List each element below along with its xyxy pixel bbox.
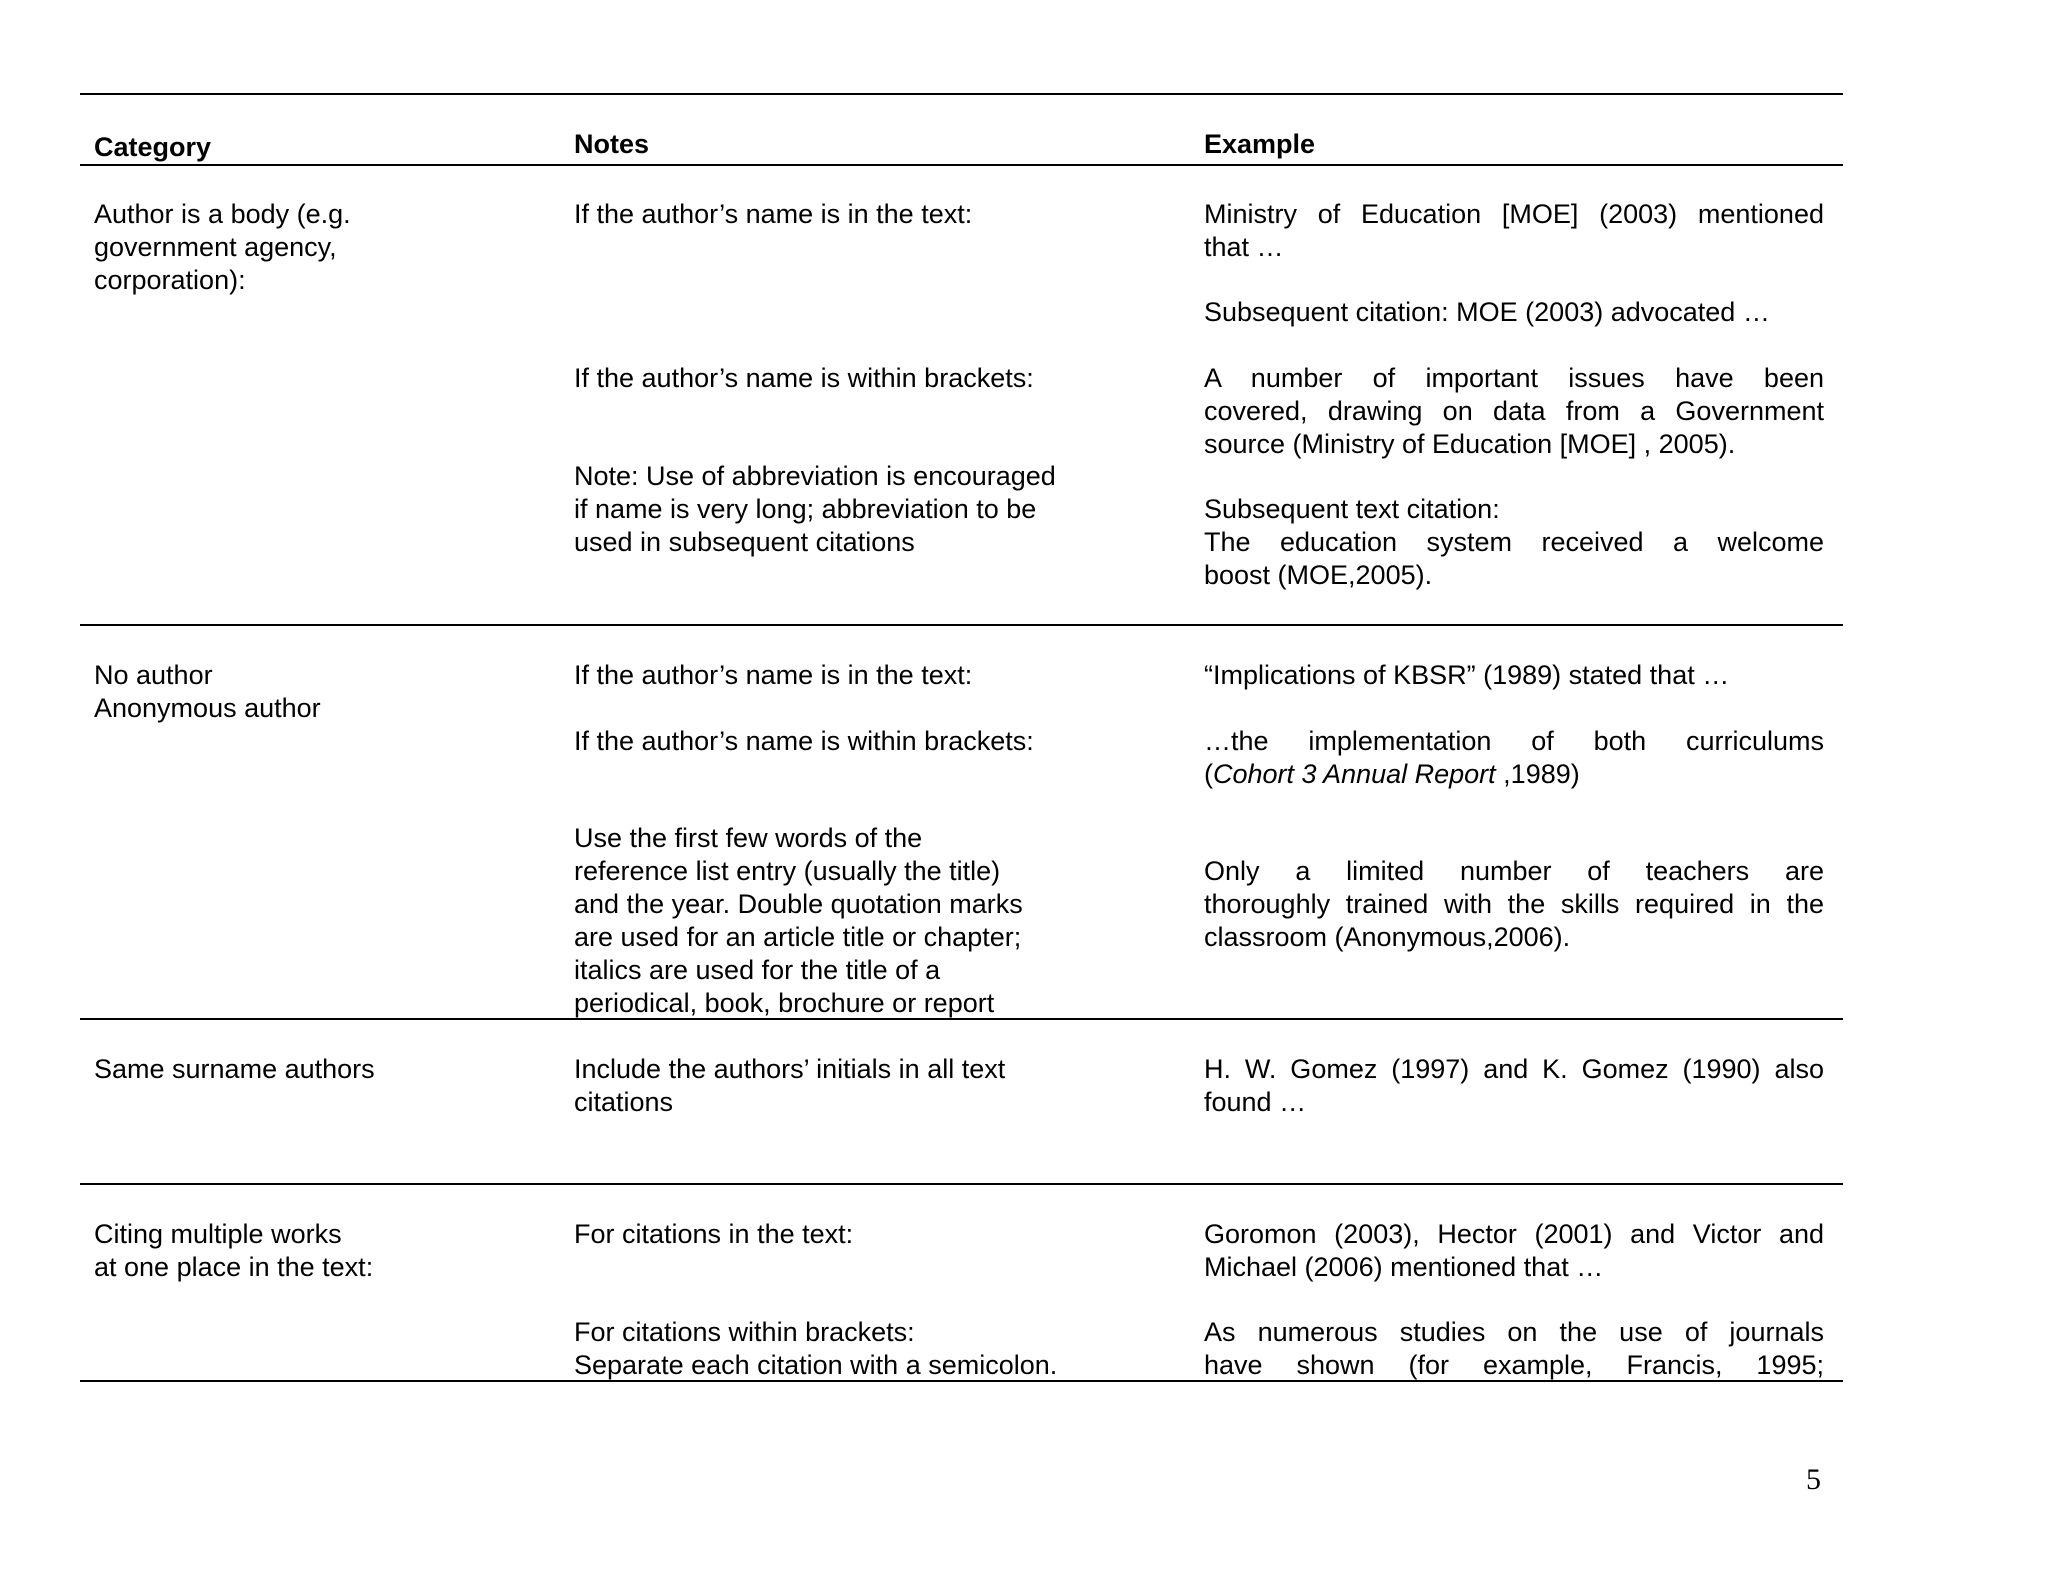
- page-number: 5: [1806, 1463, 1821, 1496]
- row4-example-b-line1: As numerous studies on the use of journals: [1204, 1317, 1824, 1347]
- row2-notes-c-line6: periodical, book, brochure or report: [574, 988, 995, 1018]
- row2-notes-c-line1: Use the first few words of the: [574, 823, 923, 853]
- row4-example-b-line2: have shown (for example, Francis, 1995;: [1204, 1350, 1824, 1380]
- row1-notes-c-line3: used in subsequent citations: [574, 527, 915, 557]
- row2-example-c-line3: classroom (Anonymous,2006).: [1204, 922, 1571, 952]
- row1-category-line3: corporation):: [94, 265, 246, 295]
- report-title: Cohort 3 Annual Report: [1213, 759, 1496, 789]
- header-rule: [80, 164, 1843, 166]
- row-divider: [80, 624, 1843, 626]
- row1-example-b: Subsequent citation: MOE (2003) advocated …: [1204, 297, 1770, 327]
- open-paren: (: [1204, 759, 1213, 789]
- row1-example-c-line1: A number of important issues have been: [1204, 363, 1824, 393]
- column-header-example: Example: [1204, 129, 1316, 159]
- row2-notes-a: If the author’s name is in the text:: [574, 660, 973, 690]
- row1-notes-a: If the author’s name is in the text:: [574, 199, 973, 229]
- row1-notes-b: If the author’s name is within brackets:: [574, 363, 1034, 393]
- row3-notes-line1: Include the authors’ initials in all text: [574, 1054, 1006, 1084]
- row2-notes-c-line2: reference list entry (usually the title): [574, 856, 1001, 886]
- row-divider: [80, 1183, 1843, 1185]
- row1-category-line2: government agency,: [94, 232, 337, 262]
- column-header-notes: Notes: [574, 129, 650, 159]
- report-year: ,1989): [1495, 759, 1580, 789]
- row2-category-line2: Anonymous author: [94, 693, 321, 723]
- row1-example-a-line2: that …: [1204, 232, 1284, 262]
- row1-example-d-line2: The education system received a welcome: [1204, 527, 1824, 557]
- row2-notes-b: If the author’s name is within brackets:: [574, 726, 1034, 756]
- row1-example-d-line3: boost (MOE,2005).: [1204, 560, 1433, 590]
- row2-notes-c-line5: italics are used for the title of a: [574, 955, 941, 985]
- row4-notes-b-line1: For citations within brackets:: [574, 1317, 915, 1347]
- row1-example-c-line3: source (Ministry of Education [MOE] , 2005).: [1204, 429, 1736, 459]
- row3-example-line2: found …: [1204, 1087, 1307, 1117]
- column-header-category: Category: [94, 132, 212, 162]
- row3-notes-line2: citations: [574, 1087, 674, 1117]
- row1-example-d-line1: Subsequent text citation:: [1204, 494, 1500, 524]
- row1-example-c-line2: covered, drawing on data from a Government: [1204, 396, 1824, 426]
- row3-category: Same surname authors: [94, 1054, 375, 1084]
- row4-notes-a: For citations in the text:: [574, 1219, 854, 1249]
- row2-notes-c-line4: are used for an article title or chapter;: [574, 922, 1022, 952]
- row4-notes-b-line2: Separate each citation with a semicolon.: [574, 1350, 1058, 1380]
- row1-notes-c-line2: if name is very long; abbreviation to be: [574, 494, 1037, 524]
- row4-category-line2: at one place in the text:: [94, 1252, 374, 1282]
- row2-example-a: “Implications of KBSR” (1989) stated that …: [1204, 660, 1730, 690]
- row1-category-line1: Author is a body (e.g.: [94, 199, 351, 229]
- row4-category-line1: Citing multiple works: [94, 1219, 342, 1249]
- row2-notes-c-line3: and the year. Double quotation marks: [574, 889, 1023, 919]
- row2-example-b-line2: [1204, 758, 1580, 791]
- row1-notes-c-line1: Note: Use of abbreviation is encouraged: [574, 461, 1056, 491]
- row1-example-a-line1: Ministry of Education [MOE] (2003) mentioned: [1204, 199, 1824, 229]
- row2-example-c-line1: Only a limited number of teachers are: [1204, 856, 1824, 886]
- row2-example-b-line1: …the implementation of both curriculums: [1204, 726, 1824, 756]
- row4-example-a-line1: Goromon (2003), Hector (2001) and Victor and: [1204, 1219, 1824, 1249]
- row2-example-c-line2: thoroughly trained with the skills required in the: [1204, 889, 1824, 919]
- row3-example-line1: H. W. Gomez (1997) and K. Gomez (1990) also: [1204, 1054, 1824, 1084]
- table-top-rule: [80, 93, 1843, 95]
- row2-category-line1: No author: [94, 660, 213, 690]
- row4-example-a-line2: Michael (2006) mentioned that …: [1204, 1252, 1604, 1282]
